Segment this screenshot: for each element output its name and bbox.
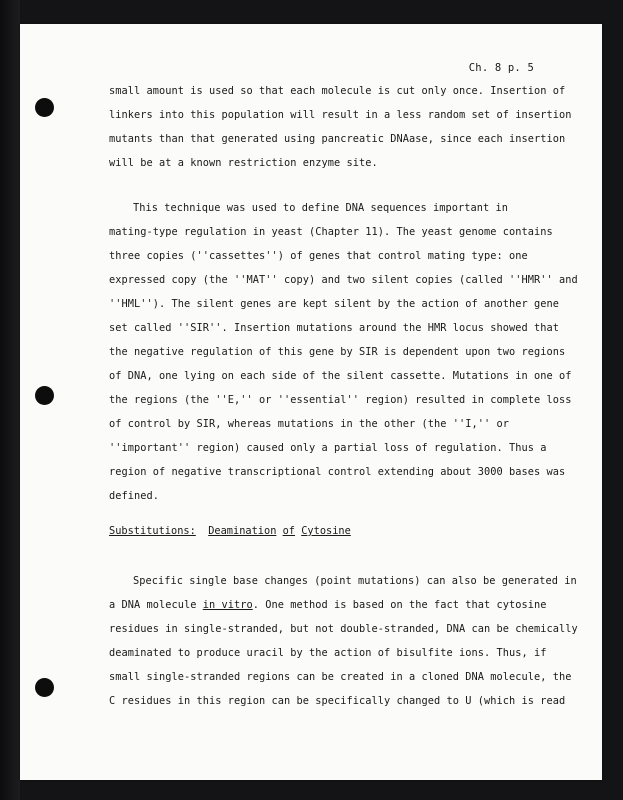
page-number: Ch. 8 p. 5 [468, 62, 534, 74]
text-span: . One method is based on the fact that cytosine [252, 599, 547, 611]
text-line: will be at a known restriction enzyme site. [109, 157, 378, 169]
text-line: C residues in this region can be specifically changed to U (which is read [109, 695, 566, 707]
text-line: Specific single base changes (point mutations) can also be generated in [133, 575, 577, 587]
text-line [109, 599, 547, 611]
text-line: three copies (''cassettes'') of genes that control mating type: one [109, 250, 528, 262]
text-line: small single-stranded regions can be created in a cloned DNA molecule, the [109, 671, 572, 683]
text-line: deaminated to produce uracil by the action of bisulfite ions. Thus, if [109, 647, 547, 659]
text-line: of control by SIR, whereas mutations in the other (the ''I,'' or [109, 418, 509, 430]
text-line: small amount is used so that each molecule is cut only once. Insertion of [109, 85, 566, 97]
punch-hole [35, 386, 54, 405]
heading-part: Substitutions: [109, 525, 196, 537]
text-line: linkers into this population will result in a less random set of insertion [109, 109, 572, 121]
text-line: the negative regulation of this gene by SIR is dependent upon two regions [109, 346, 566, 358]
punch-hole [35, 678, 54, 697]
text-line: of DNA, one lying on each side of the silent cassette. Mutations in one of [109, 370, 572, 382]
text-line: ''important'' region) caused only a partial loss of regulation. Thus a [109, 442, 547, 454]
text-line: expressed copy (the ''MAT'' copy) and two silent copies (called ''HMR'' and [109, 274, 578, 286]
emphasis-in-vitro: in vitro [202, 599, 253, 611]
scan-background [0, 0, 20, 800]
text-line: region of negative transcriptional control extending about 3000 bases was [109, 466, 566, 478]
text-line: the regions (the ''E,'' or ''essential'' region) resulted in complete loss [109, 394, 572, 406]
text-line: residues in single-stranded, but not double-stranded, DNA can be chemically [109, 623, 578, 635]
text-span: a DNA molecule [109, 599, 203, 611]
text-line: This technique was used to define DNA sequences important in [133, 202, 508, 214]
heading-part: of [282, 525, 296, 537]
text-line: mating-type regulation in yeast (Chapter 11). The yeast genome contains [109, 226, 553, 238]
document-page [20, 24, 602, 780]
punch-hole [35, 98, 54, 117]
heading-part: Cytosine [301, 525, 351, 537]
text-line: defined. [109, 490, 159, 502]
section-heading [109, 525, 351, 537]
text-line: ''HML''). The silent genes are kept silent by the action of another gene [109, 298, 559, 310]
text-line: mutants than that generated using pancreatic DNAase, since each insertion [109, 133, 566, 145]
text-line: set called ''SIR''. Insertion mutations around the HMR locus showed that [109, 322, 559, 334]
heading-part: Deamination [208, 525, 277, 537]
